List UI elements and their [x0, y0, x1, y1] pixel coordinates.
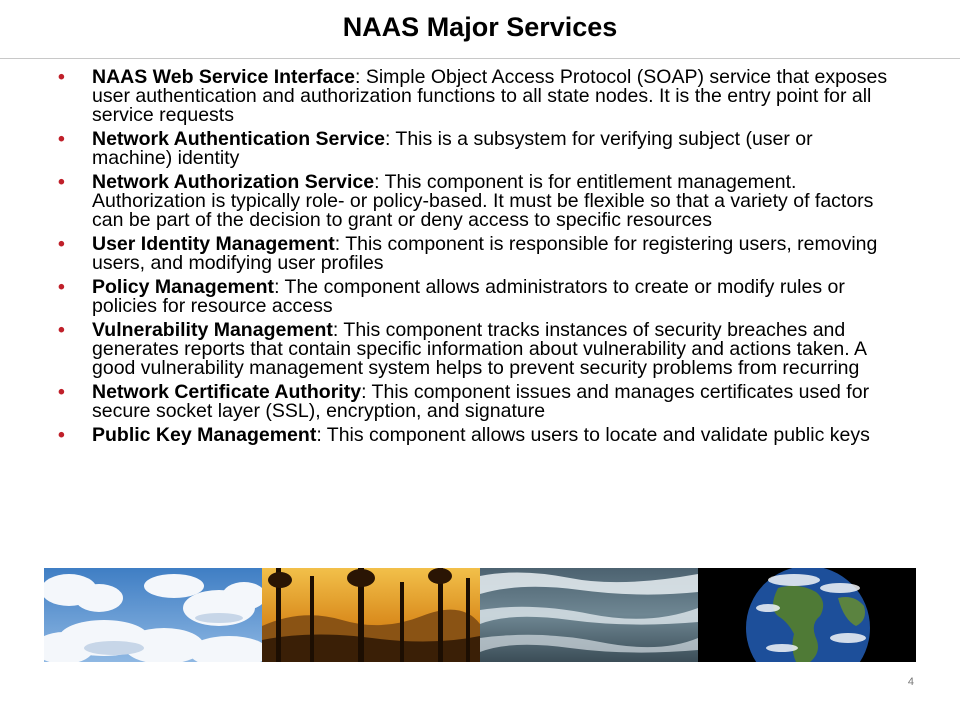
bullet-term: Policy Management	[92, 276, 275, 298]
bullet-text: : This component tracks instances of security breaches and generates reports that contain specific information about vulnerability and actions taken. A good vulnerability management system helps to prevent security problems from recurring	[92, 319, 866, 379]
photo-strip	[44, 568, 916, 662]
bullet-text: : This component allows users to locate and validate public keys	[316, 424, 870, 446]
bullet-dot-icon: •	[58, 66, 65, 88]
bullet-term: Network Certificate Authority	[92, 381, 362, 403]
clouds-photo	[44, 568, 262, 662]
bullet-item	[58, 278, 898, 316]
services-bullet-list	[58, 68, 898, 450]
page-number: 4	[907, 676, 914, 688]
bullet-term: Network Authorization Service	[92, 171, 375, 193]
bullet-dot-icon: •	[58, 319, 65, 341]
bullet-item	[58, 68, 898, 125]
ocean-waves-photo	[480, 568, 698, 662]
bullet-term: Network Authentication Service	[92, 128, 385, 150]
bullet-text: : Simple Object Access Protocol (SOAP) service that exposes user authentication and authorization functions to all state nodes. It is the entry point for all service requests	[92, 66, 888, 126]
slide-title: NAAS Major Services	[342, 12, 618, 42]
bullet-dot-icon: •	[58, 233, 65, 255]
bullet-dot-icon: •	[58, 424, 65, 446]
earth-globe-photo	[698, 568, 916, 662]
bullet-dot-icon: •	[58, 171, 65, 193]
bullet-text: : This component issues and manages certificates used for secure socket layer (SSL), encryption, and signature	[92, 381, 870, 422]
bullet-term: Vulnerability Management	[92, 319, 333, 341]
bullet-item	[58, 426, 898, 445]
bullet-dot-icon: •	[58, 276, 65, 298]
title-divider	[0, 58, 960, 59]
bullet-text: : This component is responsible for registering users, removing users, and modifying user profiles	[92, 233, 878, 274]
bullet-item	[58, 130, 898, 168]
bullet-item	[58, 321, 898, 378]
bullet-text: : This component is for entitlement management. Authorization is typically role- or policy-based. It must be flexible so that a variety of factors can be part of the decision to grant or deny access to specific resources	[92, 171, 874, 231]
bullet-term: User Identity Management	[92, 233, 335, 255]
bullet-text: : This is a subsystem for verifying subject (user or machine) identity	[92, 128, 813, 169]
bullet-dot-icon: •	[58, 381, 65, 403]
bullet-term: NAAS Web Service Interface	[92, 66, 355, 88]
bullet-item	[58, 235, 898, 273]
sunset-trees-photo	[262, 568, 480, 662]
bullet-item	[58, 383, 898, 421]
bullet-item	[58, 173, 898, 230]
bullet-term: Public Key Management	[92, 424, 317, 446]
bullet-text: : The component allows administrators to create or modify rules or policies for resource access	[92, 276, 845, 317]
bullet-dot-icon: •	[58, 128, 65, 150]
